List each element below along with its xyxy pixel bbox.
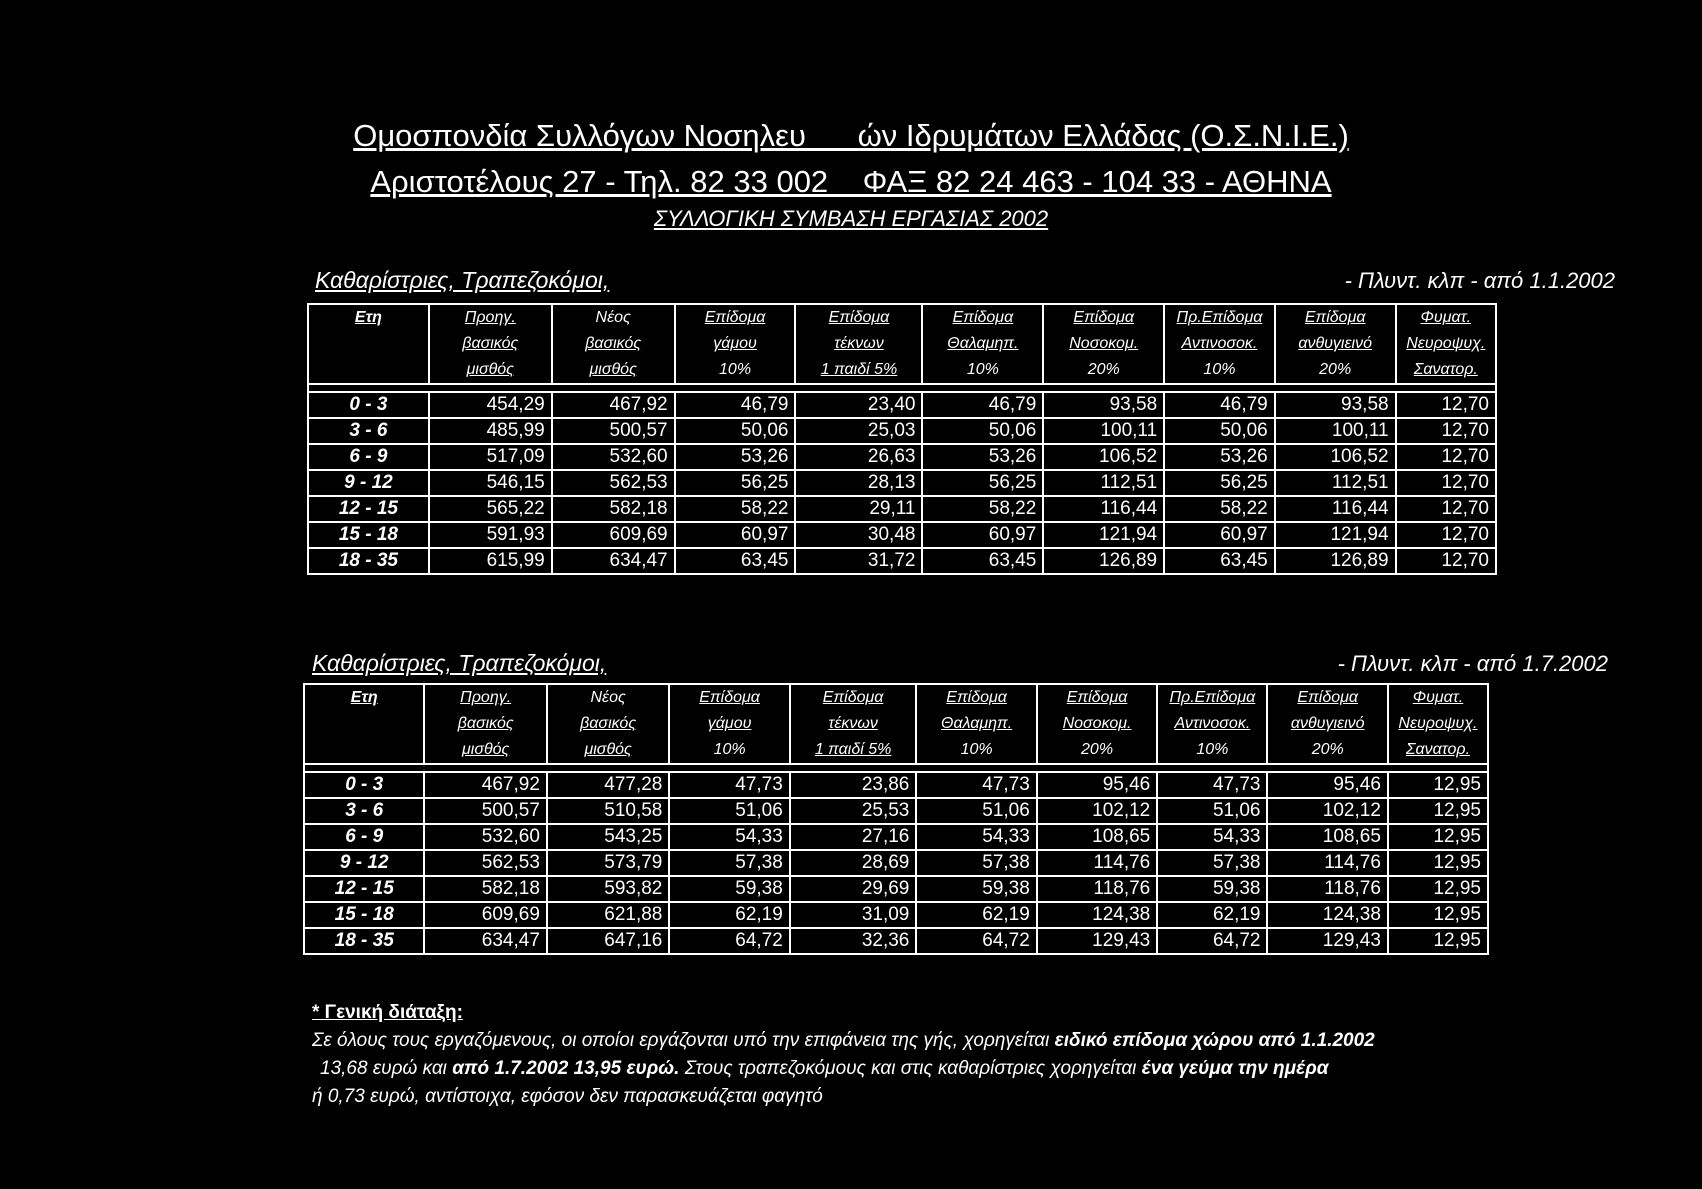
column-header-text: βασικός	[580, 715, 637, 732]
column-header	[1157, 737, 1267, 764]
column-header-text: Αντινοσοκ.	[1174, 715, 1251, 732]
column-header-text: μισθός	[589, 361, 637, 378]
value-cell: 25,03	[795, 418, 922, 444]
value-cell: 60,97	[1164, 522, 1275, 548]
table-row	[308, 548, 1496, 574]
years-cell: 18 - 35	[308, 548, 429, 574]
column-header	[1275, 304, 1396, 331]
column-header-text: Φυματ.	[1420, 309, 1472, 326]
value-cell: 593,82	[547, 876, 669, 902]
value-cell: 116,44	[1043, 496, 1164, 522]
column-header-text: 10%	[966, 361, 999, 378]
value-cell: 532,60	[424, 824, 546, 850]
column-header-text: Επίδομα	[704, 309, 766, 326]
value-cell: 60,97	[922, 522, 1043, 548]
table-row	[304, 876, 1488, 902]
value-cell: 95,46	[1037, 772, 1157, 798]
value-cell: 124,38	[1037, 902, 1157, 928]
column-header-text: 20%	[1087, 361, 1120, 378]
table2-subtitle: - Πλυντ. κλπ - από 1.7.2002	[1337, 651, 1608, 676]
column-header	[675, 304, 796, 331]
column-header	[304, 684, 424, 711]
value-cell: 12,70	[1396, 470, 1496, 496]
value-cell: 108,65	[1267, 824, 1387, 850]
value-cell: 47,73	[1157, 772, 1267, 798]
column-header	[916, 711, 1036, 737]
value-cell: 477,28	[547, 772, 669, 798]
note-emphasis: από 1.7.2002 13,95 ευρώ.	[452, 1058, 680, 1079]
column-header-text: γάμου	[713, 335, 757, 352]
value-cell: 562,53	[552, 470, 675, 496]
value-cell: 106,52	[1275, 444, 1396, 470]
value-cell: 582,18	[424, 876, 546, 902]
column-header	[675, 357, 796, 384]
column-header	[1157, 711, 1267, 737]
column-header-text: Νέος	[590, 689, 626, 706]
column-header-text: τέκνων	[834, 335, 884, 352]
value-cell: 12,95	[1388, 824, 1488, 850]
column-header	[424, 711, 546, 737]
value-cell: 634,47	[552, 548, 675, 574]
column-header-text: Επίδομα	[1073, 309, 1135, 326]
table-row	[308, 444, 1496, 470]
column-header-text: Ετη	[354, 309, 382, 326]
value-cell: 58,22	[922, 496, 1043, 522]
value-cell: 53,26	[675, 444, 796, 470]
column-header-text: Νευροψυχ.	[1406, 335, 1486, 352]
column-header	[308, 357, 429, 384]
value-cell: 102,12	[1267, 798, 1387, 824]
value-cell: 467,92	[552, 392, 675, 418]
table2-title: Καθαρίστριες, Τραπεζοκόμοι,	[312, 650, 607, 676]
value-cell: 118,76	[1267, 876, 1387, 902]
value-cell: 25,53	[790, 798, 917, 824]
column-header	[795, 331, 922, 357]
column-header-text: 10%	[713, 741, 746, 758]
value-cell: 59,38	[916, 876, 1036, 902]
column-header	[1164, 331, 1275, 357]
value-cell: 510,58	[547, 798, 669, 824]
value-cell: 121,94	[1043, 522, 1164, 548]
column-header	[1037, 711, 1157, 737]
value-cell: 54,33	[916, 824, 1036, 850]
value-cell: 46,79	[1164, 392, 1275, 418]
column-header	[552, 331, 675, 357]
years-cell: 18 - 35	[304, 928, 424, 954]
column-header	[1267, 711, 1387, 737]
value-cell: 106,52	[1043, 444, 1164, 470]
column-header-text: Επίδομα	[828, 309, 890, 326]
column-header	[308, 331, 429, 357]
value-cell: 12,70	[1396, 496, 1496, 522]
value-cell: 609,69	[424, 902, 546, 928]
value-cell: 54,33	[1157, 824, 1267, 850]
note-text: Σε όλους τους εργαζόμενους, οι οποίοι εργάζονται υπό την επιφάνεια της γής, χορηγείται	[312, 1030, 1055, 1051]
column-header-text: Σανατορ.	[1413, 361, 1478, 378]
value-cell: 112,51	[1275, 470, 1396, 496]
column-header-text: Θαλαμηπ.	[947, 335, 1019, 352]
value-cell: 51,06	[916, 798, 1036, 824]
value-cell: 56,25	[922, 470, 1043, 496]
note-line-3: ή 0,73 ευρώ, αντίστοιχα, εφόσον δεν παρασκευάζεται φαγητό	[312, 1086, 823, 1107]
value-cell: 23,40	[795, 392, 922, 418]
table1-title: Καθαρίστριες, Τραπεζοκόμοι,	[315, 267, 610, 293]
column-header-text: μισθός	[466, 361, 514, 378]
value-cell: 517,09	[429, 444, 552, 470]
column-header	[922, 357, 1043, 384]
years-cell: 9 - 12	[308, 470, 429, 496]
value-cell: 12,95	[1388, 798, 1488, 824]
value-cell: 53,26	[922, 444, 1043, 470]
value-cell: 64,72	[669, 928, 789, 954]
column-header	[1164, 304, 1275, 331]
column-header-text: Ετη	[350, 689, 378, 706]
column-header-text: 10%	[960, 741, 993, 758]
column-header-text: μισθός	[584, 741, 632, 758]
value-cell: 31,09	[790, 902, 917, 928]
column-header	[795, 304, 922, 331]
column-header	[424, 737, 546, 764]
years-cell: 12 - 15	[308, 496, 429, 522]
column-header-text: 20%	[1319, 361, 1352, 378]
column-header	[795, 357, 922, 384]
column-header	[547, 684, 669, 711]
column-header-text: Πρ.Επίδομα	[1176, 309, 1263, 326]
value-cell: 50,06	[1164, 418, 1275, 444]
value-cell: 543,25	[547, 824, 669, 850]
value-cell: 546,15	[429, 470, 552, 496]
value-cell: 12,95	[1388, 876, 1488, 902]
value-cell: 112,51	[1043, 470, 1164, 496]
table1-subtitle: - Πλυντ. κλπ - από 1.1.2002	[1344, 268, 1615, 293]
value-cell: 562,53	[424, 850, 546, 876]
value-cell: 63,45	[1164, 548, 1275, 574]
column-header	[1043, 357, 1164, 384]
years-cell: 6 - 9	[308, 444, 429, 470]
column-header	[1388, 737, 1488, 764]
years-cell: 12 - 15	[304, 876, 424, 902]
note-line-2	[320, 1058, 1328, 1080]
value-cell: 26,63	[795, 444, 922, 470]
value-cell: 28,13	[795, 470, 922, 496]
column-header	[424, 684, 546, 711]
column-header-text: Επίδομα	[1297, 689, 1359, 706]
value-cell: 100,11	[1043, 418, 1164, 444]
column-header-text: βασικός	[585, 335, 642, 352]
column-header	[669, 711, 789, 737]
years-cell: 9 - 12	[304, 850, 424, 876]
value-cell: 12,95	[1388, 772, 1488, 798]
value-cell: 12,70	[1396, 548, 1496, 574]
note-text: Στους τραπεζοκόμους και στις καθαρίστριες χορηγείται	[679, 1058, 1142, 1079]
value-cell: 50,06	[675, 418, 796, 444]
value-cell: 29,69	[790, 876, 917, 902]
note-title: * Γενική διάταξη:	[312, 1002, 463, 1023]
value-cell: 56,25	[1164, 470, 1275, 496]
value-cell: 12,70	[1396, 522, 1496, 548]
value-cell: 485,99	[429, 418, 552, 444]
column-header-text: Προηγ.	[460, 689, 512, 706]
column-header	[675, 331, 796, 357]
value-cell: 51,06	[669, 798, 789, 824]
value-cell: 46,79	[675, 392, 796, 418]
column-header-text: Επίδομα	[946, 689, 1007, 706]
column-header-text: Νοσοκομ.	[1062, 715, 1132, 732]
column-header-text: τέκνων	[828, 715, 878, 732]
column-header	[304, 737, 424, 764]
contract-title: ΣΥΛΛΟΓΙΚΗ ΣΥΜΒΑΣΗ ΕΡΓΑΣΙΑΣ 2002	[653, 206, 1049, 231]
value-cell: 12,95	[1388, 902, 1488, 928]
column-header	[916, 684, 1036, 711]
column-header-text: 1 παιδί 5%	[814, 741, 892, 758]
column-header-text: Προηγ.	[464, 309, 516, 326]
value-cell: 621,88	[547, 902, 669, 928]
column-header-text: ανθυγιεινό	[1290, 715, 1365, 732]
table-row	[308, 522, 1496, 548]
value-cell: 93,58	[1275, 392, 1396, 418]
column-header-text: 10%	[1196, 741, 1229, 758]
value-cell: 126,89	[1043, 548, 1164, 574]
salary-table-jan-2002	[307, 303, 1497, 575]
note-emphasis: ειδικό επίδομα χώρου από 1.1.2002	[1054, 1030, 1375, 1051]
value-cell: 500,57	[424, 798, 546, 824]
column-header-text: Επίδομα	[699, 689, 760, 706]
column-header-text: 10%	[719, 361, 752, 378]
value-cell: 126,89	[1275, 548, 1396, 574]
years-cell: 3 - 6	[304, 798, 424, 824]
column-header	[1037, 684, 1157, 711]
value-cell: 565,22	[429, 496, 552, 522]
value-cell: 58,22	[675, 496, 796, 522]
value-cell: 591,93	[429, 522, 552, 548]
value-cell: 634,47	[424, 928, 546, 954]
column-header-text: Θαλαμηπ.	[941, 715, 1013, 732]
column-header-text: Φυματ.	[1412, 689, 1464, 706]
value-cell: 95,46	[1267, 772, 1387, 798]
note-text: 13,68 ευρώ και	[320, 1058, 453, 1079]
column-header	[1267, 737, 1387, 764]
value-cell: 59,38	[1157, 876, 1267, 902]
value-cell: 108,65	[1037, 824, 1157, 850]
column-header-text: Νευροψυχ.	[1398, 715, 1478, 732]
column-header	[429, 331, 552, 357]
column-header	[547, 711, 669, 737]
column-header-text: Επίδομα	[952, 309, 1014, 326]
column-header	[790, 737, 917, 764]
column-header	[922, 304, 1043, 331]
column-header	[308, 304, 429, 331]
value-cell: 615,99	[429, 548, 552, 574]
value-cell: 54,33	[669, 824, 789, 850]
value-cell: 12,95	[1388, 850, 1488, 876]
value-cell: 102,12	[1037, 798, 1157, 824]
column-header-text: 10%	[1203, 361, 1236, 378]
column-header-text: βασικός	[457, 715, 514, 732]
value-cell: 93,58	[1043, 392, 1164, 418]
note-line-1	[312, 1030, 1375, 1052]
column-header	[1275, 331, 1396, 357]
column-header	[922, 331, 1043, 357]
value-cell: 47,73	[916, 772, 1036, 798]
column-header-text: Νέος	[595, 309, 631, 326]
value-cell: 60,97	[675, 522, 796, 548]
value-cell: 573,79	[547, 850, 669, 876]
value-cell: 62,19	[1157, 902, 1267, 928]
column-header	[1275, 357, 1396, 384]
value-cell: 53,26	[1164, 444, 1275, 470]
years-cell: 3 - 6	[308, 418, 429, 444]
table-row	[304, 902, 1488, 928]
column-header	[1388, 711, 1488, 737]
column-header	[1164, 357, 1275, 384]
value-cell: 124,38	[1267, 902, 1387, 928]
column-header	[1267, 684, 1387, 711]
value-cell: 63,45	[922, 548, 1043, 574]
column-header-text: Νοσοκομ.	[1069, 335, 1139, 352]
value-cell: 58,22	[1164, 496, 1275, 522]
table-row	[304, 798, 1488, 824]
column-header-text: Επίδομα	[1304, 309, 1366, 326]
value-cell: 47,73	[669, 772, 789, 798]
years-cell: 0 - 3	[304, 772, 424, 798]
value-cell: 57,38	[669, 850, 789, 876]
federation-address: Αριστοτέλους 27 - Τηλ. 82 33 002 ΦΑΞ 82 24 463 - 104 33 - ΑΘΗΝΑ	[370, 164, 1332, 199]
value-cell: 31,72	[795, 548, 922, 574]
column-header	[1396, 331, 1496, 357]
column-header	[552, 357, 675, 384]
column-header	[1157, 684, 1267, 711]
column-header	[790, 711, 917, 737]
table-row	[304, 772, 1488, 798]
value-cell: 12,95	[1388, 928, 1488, 954]
column-header	[1396, 304, 1496, 331]
column-header-text: μισθός	[462, 741, 510, 758]
column-header-text: βασικός	[462, 335, 519, 352]
value-cell: 27,16	[790, 824, 917, 850]
column-header	[552, 304, 675, 331]
table-row	[304, 850, 1488, 876]
column-header	[304, 711, 424, 737]
value-cell: 114,76	[1037, 850, 1157, 876]
value-cell: 62,19	[916, 902, 1036, 928]
column-header-text: Επίδομα	[1066, 689, 1128, 706]
column-header	[1396, 357, 1496, 384]
years-cell: 15 - 18	[304, 902, 424, 928]
column-header	[1388, 684, 1488, 711]
years-cell: 15 - 18	[308, 522, 429, 548]
column-header-text: 1 παιδί 5%	[820, 361, 898, 378]
value-cell: 532,60	[552, 444, 675, 470]
column-header-text: γάμου	[707, 715, 752, 732]
table-row	[308, 470, 1496, 496]
value-cell: 30,48	[795, 522, 922, 548]
value-cell: 118,76	[1037, 876, 1157, 902]
value-cell: 46,79	[922, 392, 1043, 418]
value-cell: 51,06	[1157, 798, 1267, 824]
value-cell: 116,44	[1275, 496, 1396, 522]
value-cell: 100,11	[1275, 418, 1396, 444]
table-row	[304, 928, 1488, 954]
column-header	[1043, 331, 1164, 357]
value-cell: 12,70	[1396, 392, 1496, 418]
column-header	[669, 684, 789, 711]
table-row	[304, 824, 1488, 850]
salary-table-jul-2002	[303, 683, 1489, 955]
value-cell: 57,38	[916, 850, 1036, 876]
value-cell: 12,70	[1396, 418, 1496, 444]
years-cell: 0 - 3	[308, 392, 429, 418]
column-header-text: Σανατορ.	[1405, 741, 1471, 758]
value-cell: 56,25	[675, 470, 796, 496]
value-cell: 29,11	[795, 496, 922, 522]
column-header	[790, 684, 917, 711]
value-cell: 62,19	[669, 902, 789, 928]
value-cell: 114,76	[1267, 850, 1387, 876]
column-header	[1043, 304, 1164, 331]
value-cell: 647,16	[547, 928, 669, 954]
value-cell: 12,70	[1396, 444, 1496, 470]
value-cell: 23,86	[790, 772, 917, 798]
column-header	[429, 357, 552, 384]
value-cell: 454,29	[429, 392, 552, 418]
note-emphasis: ένα γεύμα την ημέρα	[1141, 1058, 1329, 1079]
value-cell: 467,92	[424, 772, 546, 798]
column-header-text: ανθυγιεινό	[1298, 335, 1372, 352]
column-header-text: 20%	[1311, 741, 1344, 758]
value-cell: 500,57	[552, 418, 675, 444]
federation-title: Ομοσπονδία Συλλόγων Νοσηλευ ών Ιδρυμάτων Ελλάδας (Ο.Σ.Ν.Ι.Ε.)	[353, 118, 1349, 153]
value-cell: 32,36	[790, 928, 917, 954]
value-cell: 59,38	[669, 876, 789, 902]
value-cell: 64,72	[916, 928, 1036, 954]
table-row	[308, 392, 1496, 418]
value-cell: 57,38	[1157, 850, 1267, 876]
column-header	[669, 737, 789, 764]
column-header	[547, 737, 669, 764]
table-row	[308, 496, 1496, 522]
value-cell: 63,45	[675, 548, 796, 574]
value-cell: 121,94	[1275, 522, 1396, 548]
column-header	[1037, 737, 1157, 764]
value-cell: 129,43	[1267, 928, 1387, 954]
column-header-text: Επίδομα	[822, 689, 884, 706]
column-header-text: Πρ.Επίδομα	[1169, 689, 1256, 706]
value-cell: 64,72	[1157, 928, 1267, 954]
value-cell: 582,18	[552, 496, 675, 522]
column-header	[916, 737, 1036, 764]
column-header	[429, 304, 552, 331]
years-cell: 6 - 9	[304, 824, 424, 850]
value-cell: 50,06	[922, 418, 1043, 444]
value-cell: 129,43	[1037, 928, 1157, 954]
column-header-text: 20%	[1081, 741, 1114, 758]
column-header-text: Αντινοσοκ.	[1181, 335, 1258, 352]
value-cell: 28,69	[790, 850, 917, 876]
table-row	[308, 418, 1496, 444]
value-cell: 609,69	[552, 522, 675, 548]
